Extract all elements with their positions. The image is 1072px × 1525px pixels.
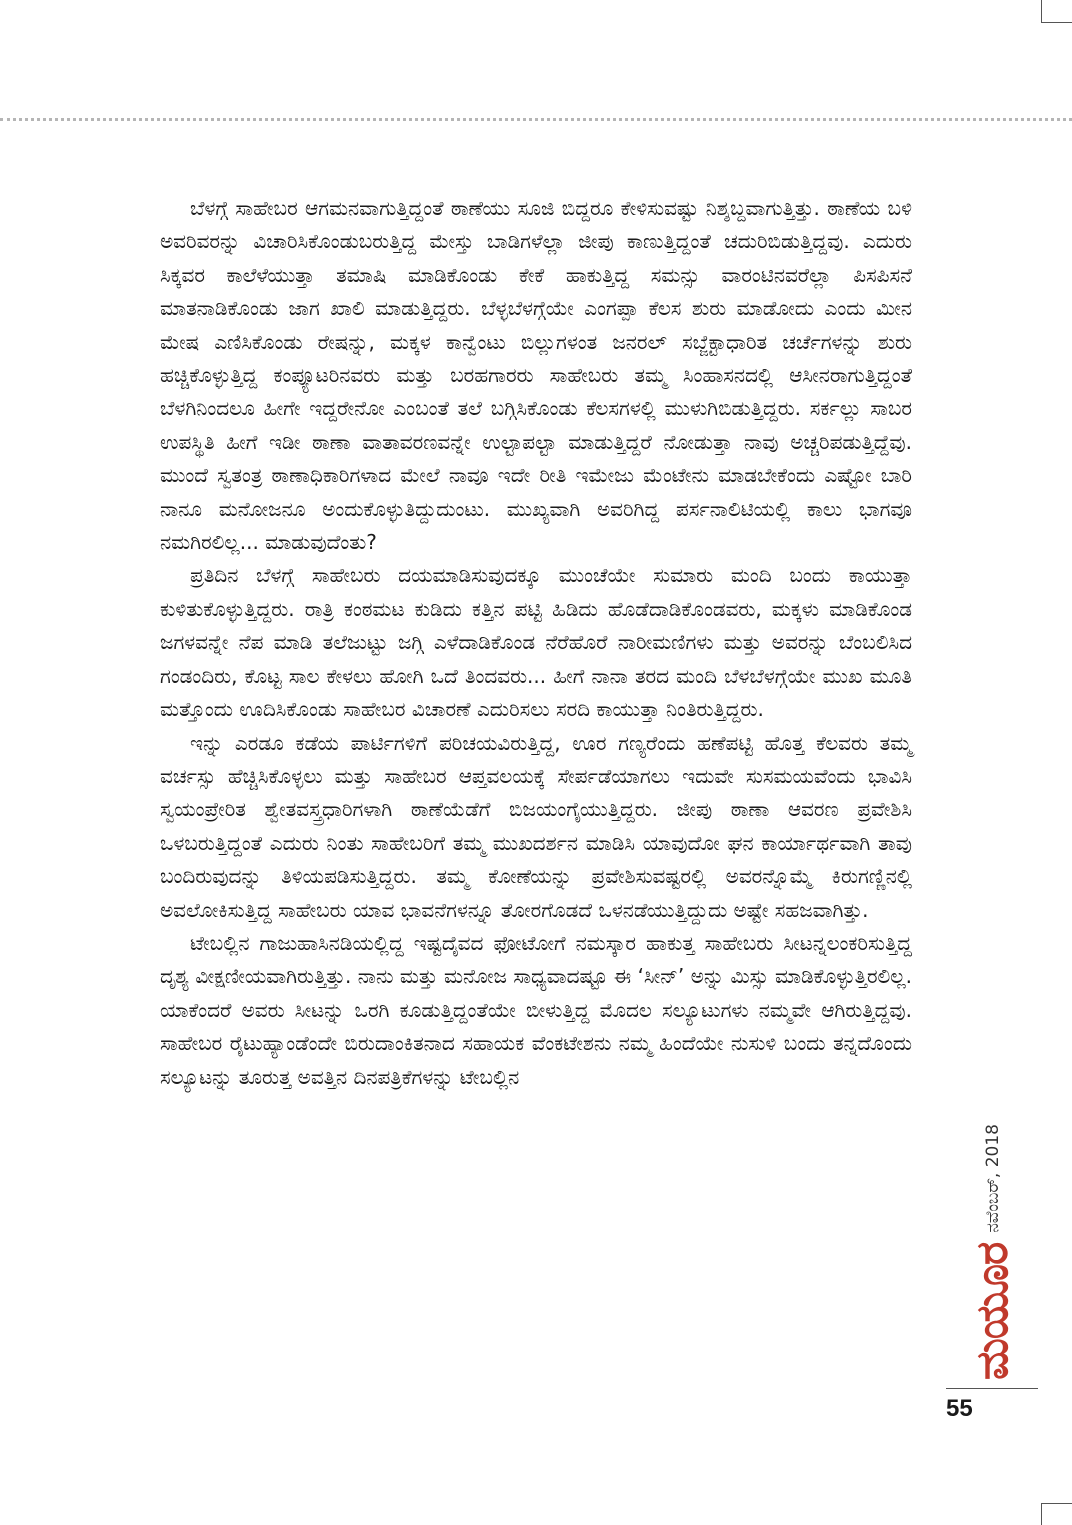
sidebar-rotated-group (967, 1124, 1018, 1380)
paragraph: ಪ್ರತಿದಿನ ಬೆಳಗ್ಗೆ ಸಾಹೇಬರು ದಯಮಾಡಿಸುವುದಕ್ಕೂ ಮುಂಚೆಯೇ ಸುಮಾರು ಮಂದಿ ಬಂದು ಕಾಯುತ್ತಾ ಕುಳಿತುಕೊಳ್ಳುತ್ತಿದ್ದರು. ರಾತ್ರಿ ಕಂಠಮಟ ಕುಡಿದು ಕತ್ತಿನ ಪಟ್ಟಿ ಹಿಡಿದು ಹೊಡೆದಾಡಿಕೊಂಡವರು, ಮಕ್ಕಳು ಮಾಡಿಕೊಂಡ ಜಗಳವನ್ನೇ ನೆಪ ಮಾಡಿ ತಲೆಜುಟ್ಟು ಜಗ್ಗಿ ಎಳೆದಾಡಿಕೊಂಡ ನೆರೆಹೊರೆ ನಾರೀಮಣಿಗಳು ಮತ್ತು ಅವರನ್ನು ಬೆಂಬಲಿಸಿದ ಗಂಡಂದಿರು, ಕೊಟ್ಟ ಸಾಲ ಕೇಳಲು ಹೋಗಿ ಒದೆ ತಿಂದವರು... ಹೀಗೆ ನಾನಾ ತರದ ಮಂದಿ ಬೆಳಬೆಳಗ್ಗೆಯೇ ಮುಖ ಮೂತಿ ಮತ್ತೊಂದು ಊದಿಸಿಕೊಂಡು ಸಾಹೇಬರ ವಿಚಾರಣೆ ಎದುರಿಸಲು ಸರದಿ ಕಾಯುತ್ತಾ ನಿಂತಿರುತ್ತಿದ್ದರು. (160, 563, 912, 722)
crop-mark-top-horizontal (1041, 22, 1072, 23)
paragraph: ಬೆಳಗ್ಗೆ ಸಾಹೇಬರ ಆಗಮನವಾಗುತ್ತಿದ್ದಂತೆ ಠಾಣೆಯು ಸೂಜಿ ಬಿದ್ದರೂ ಕೇಳಿಸುವಷ್ಟು ನಿಶ್ಶಬ್ದವಾಗುತ್ತಿತ್ತು. ಠಾಣೆಯ ಬಳಿ ಅವರಿವರನ್ನು ವಿಚಾರಿಸಿಕೊಂಡುಬರುತ್ತಿದ್ದ ಮೇಸ್ತು ಬಾಡಿಗಳೆಲ್ಲಾ ಜೀಪು ಕಾಣುತ್ತಿದ್ದಂತೆ ಚದುರಿಬಿಡುತ್ತಿದ್ದವು. ಎದುರು ಸಿಕ್ಕವರ ಕಾಲೆಳೆಯುತ್ತಾ ತಮಾಷಿ ಮಾಡಿಕೊಂಡು ಕೇಕೆ ಹಾಕುತ್ತಿದ್ದ ಸಮನ್ಸು ವಾರಂಟಿನವರೆಲ್ಲಾ ಪಿಸಪಿಸನೆ ಮಾತನಾಡಿಕೊಂಡು ಜಾಗ ಖಾಲಿ ಮಾಡುತ್ತಿದ್ದರು. ಬೆಳ್ಳಬೆಳಗ್ಗೆಯೇ ಎಂಗಪ್ಪಾ ಕೆಲಸ ಶುರು ಮಾಡೋದು ಎಂದು ಮೀನ ಮೇಷ ಎಣಿಸಿಕೊಂಡು ರೇಷನ್ನು, ಮಕ್ಕಳ ಕಾನ್ವೆಂಟು ಬಿಲ್ಲುಗಳಂತ ಜನರಲ್ ಸಬ್ಜೆಕ್ಟಾಧಾರಿತ ಚರ್ಚೆಗಳನ್ನು ಶುರು ಹಚ್ಚಿಕೊಳ್ಳುತ್ತಿದ್ದ ಕಂಪ್ಯೂಟರಿನವರು ಮತ್ತು ಬರಹಗಾರರು ಸಾಹೇಬರು ತಮ್ಮ ಸಿಂಹಾಸನದಲ್ಲಿ ಆಸೀನರಾಗುತ್ತಿದ್ದಂತೆ ಬೆಳಗಿನಿಂದಲೂ ಹೀಗೇ ಇದ್ದರೇನೋ ಎಂಬಂತೆ ತಲೆ ಬಗ್ಗಿಸಿಕೊಂಡು ಕೆಲಸಗಳಲ್ಲಿ ಮುಳುಗಿಬಿಡುತ್ತಿದ್ದರು. ಸರ್ಕಲ್ಲು ಸಾಬರ ಉಪಸ್ಥಿತಿ ಹೀಗೆ ಇಡೀ ಠಾಣಾ ವಾತಾವರಣವನ್ನೇ ಉಲ್ಟಾಪಲ್ಟಾ ಮಾಡುತ್ತಿದ್ದರೆ ನೋಡುತ್ತಾ ನಾವು ಅಚ್ಚರಿಪಡುತ್ತಿದ್ದೆವು. ಮುಂದೆ ಸ್ವತಂತ್ರ ಠಾಣಾಧಿಕಾರಿಗಳಾದ ಮೇಲೆ ನಾವೂ ಇದೇ ರೀತಿ ಇಮೇಜು ಮೆಂಟೇನು ಮಾಡಬೇಕೆಂದು ಎಷ್ಟೋ ಬಾರಿ ನಾನೂ ಮನೋಜನೂ ಅಂದುಕೊಳ್ಳುತಿದ್ದುದುಂಟು. ಮುಖ್ಯವಾಗಿ ಅವರಿಗಿದ್ದ ಪರ್ಸನಾಲಿಟಿಯಲ್ಲಿ ಕಾಲು ಭಾಗವೂ ನಮಗಿರಲಿಲ್ಲ... ಮಾಡುವುದೆಂತು? (160, 196, 912, 555)
crop-mark-bottom-horizontal (1041, 1503, 1072, 1504)
paragraph: ಇನ್ನು ಎರಡೂ ಕಡೆಯ ಪಾರ್ಟಿಗಳಿಗೆ ಪರಿಚಯವಿರುತ್ತಿದ್ದ, ಊರ ಗಣ್ಯರೆಂದು ಹಣೆಪಟ್ಟಿ ಹೊತ್ತ ಕೆಲವರು ತಮ್ಮ ವರ್ಚಸ್ಸು ಹೆಚ್ಚಿಸಿಕೊಳ್ಳಲು ಮತ್ತು ಸಾಹೇಬರ ಆಪ್ತವಲಯಕ್ಕೆ ಸೇರ್ಪಡೆಯಾಗಲು ಇದುವೇ ಸುಸಮಯವೆಂದು ಭಾವಿಸಿ ಸ್ವಯಂಪ್ರೇರಿತ ಶ್ವೇತವಸ್ತ್ರಧಾರಿಗಳಾಗಿ ಠಾಣೆಯೆಡೆಗೆ ಬಿಜಯಂಗೈಯುತ್ತಿದ್ದರು. ಜೀಪು ಠಾಣಾ ಆವರಣ ಪ್ರವೇಶಿಸಿ ಒಳಬರುತ್ತಿದ್ದಂತೆ ಎದುರು ನಿಂತು ಸಾಹೇಬರಿಗೆ ತಮ್ಮ ಮುಖದರ್ಶನ ಮಾಡಿಸಿ ಯಾವುದೋ ಘನ ಕಾರ್ಯಾರ್ಥವಾಗಿ ತಾವು ಬಂದಿರುವುದನ್ನು ತಿಳಿಯಪಡಿಸುತ್ತಿದ್ದರು. ತಮ್ಮ ಕೋಣೆಯನ್ನು ಪ್ರವೇಶಿಸುವಷ್ಟರಲ್ಲಿ ಅವರನ್ನೊಮ್ಮೆ ಕಿರುಗಣ್ಣಿನಲ್ಲಿ ಅವಲೋಕಿಸುತ್ತಿದ್ದ ಸಾಹೇಬರು ಯಾವ ಭಾವನೆಗಳನ್ನೂ ತೋರಗೊಡದೆ ಒಳನಡೆಯುತ್ತಿದ್ದುದು ಅಷ್ಟೇ ಸಹಜವಾಗಿತ್ತು. (160, 730, 912, 922)
paragraph: ಟೇಬಲ್ಲಿನ ಗಾಜುಹಾಸಿನಡಿಯಲ್ಲಿದ್ದ ಇಷ್ಟದೈವದ ಫೋಟೋಗೆ ನಮಸ್ಕಾರ ಹಾಕುತ್ತ ಸಾಹೇಬರು ಸೀಟನ್ನಲಂಕರಿಸುತ್ತಿದ್ದ ದೃಶ್ಯ ವೀಕ್ಷಣೀಯವಾಗಿರುತ್ತಿತ್ತು. ನಾನು ಮತ್ತು ಮನೋಜ ಸಾಧ್ಯವಾದಷ್ಟೂ ಈ ‘ಸೀನ್’ ಅನ್ನು ಮಿಸ್ಸು ಮಾಡಿಕೊಳ್ಳುತ್ತಿರಲಿಲ್ಲ. ಯಾಕೆಂದರೆ ಅವರು ಸೀಟನ್ನು ಒರಗಿ ಕೂಡುತ್ತಿದ್ದಂತೆಯೇ ಬೀಳುತ್ತಿದ್ದ ಮೊದಲ ಸಲ್ಯೂಟುಗಳು ನಮ್ಮವೇ ಆಗಿರುತ್ತಿದ್ದವು. ಸಾಹೇಬರ ರೈಟುಹ್ಯಾಂಡೆಂದೇ ಬಿರುದಾಂಕಿತನಾದ ಸಹಾಯಕ ವೆಂಕಟೇಶನು ನಮ್ಮ ಹಿಂದೆಯೇ ನುಸುಳಿ ಬಂದು ತನ್ನದೊಂದು ಸಲ್ಯೂಟನ್ನು ತೂರುತ್ತ ಅವತ್ತಿನ ದಿನಪತ್ರಿಕೆಗಳನ್ನು ಟೇಬಲ್ಲಿನ (160, 930, 912, 1089)
crop-mark-top-vertical (1041, 0, 1042, 22)
page-number-rule (946, 1388, 1038, 1389)
article-body (160, 192, 912, 1094)
magazine-logo: ಮಯೂರ (967, 1242, 1018, 1380)
issue-date: ನವೆಂಬರ್, 2018 (982, 1124, 1003, 1233)
header-dotted-rule (0, 118, 1072, 121)
magazine-sidebar (946, 1090, 1018, 1380)
page-number: 55 (946, 1395, 973, 1422)
crop-mark-bottom-vertical (1041, 1503, 1042, 1525)
